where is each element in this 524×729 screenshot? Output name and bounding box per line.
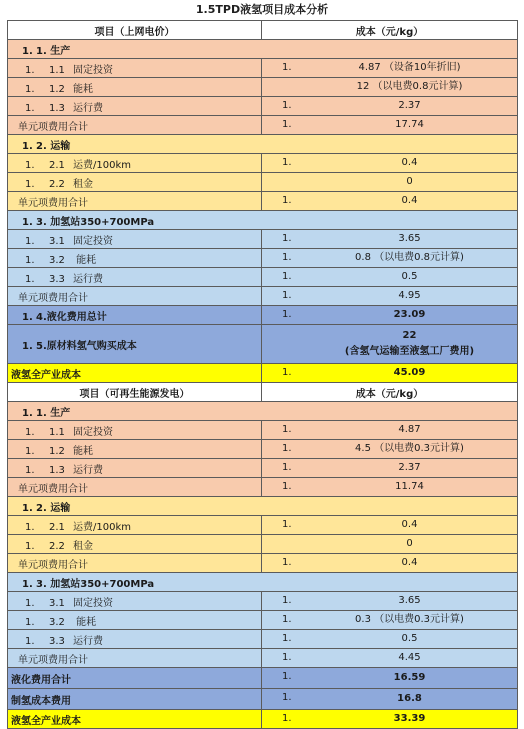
grand-total-label: 液氢全产业成本 xyxy=(8,710,262,729)
table-row xyxy=(8,287,518,306)
item-value: 1. 0.5 xyxy=(262,630,518,649)
table-row xyxy=(8,364,518,383)
header-cost: 成本（元/kg） xyxy=(262,383,518,402)
table-row xyxy=(8,268,518,287)
table-row xyxy=(8,211,518,230)
section-label: 1. 1. 生产 xyxy=(8,40,518,59)
table-row xyxy=(8,630,518,649)
item-value: 0 xyxy=(262,535,518,554)
table-row xyxy=(8,78,518,97)
item-value: 1. 0.5 xyxy=(262,268,518,287)
item-label: 1. 2.1 运费/100km xyxy=(8,516,262,535)
table-row xyxy=(8,249,518,268)
item-value: 1. 4.87 （设备10年折旧) xyxy=(262,59,518,78)
hydrogen-cost-value: 1. 16.8 xyxy=(262,689,518,710)
table-row xyxy=(8,135,518,154)
table-row xyxy=(8,668,518,689)
item-label: 1. 3.3 运行费 xyxy=(8,268,262,287)
subtotal-value: 1. 4.45 xyxy=(262,649,518,668)
table-header-row xyxy=(8,21,518,40)
item-label: 1. 1.1 固定投资 xyxy=(8,421,262,440)
table-header-row xyxy=(8,383,518,402)
header-cost: 成本（元/kg） xyxy=(262,21,518,40)
subtotal-label: 单元项费用合计 xyxy=(8,554,262,573)
total-label: 液化费用合计 xyxy=(8,668,262,689)
subtotal-label: 单元项费用合计 xyxy=(8,287,262,306)
item-label: 1. 1.2 能耗 xyxy=(8,440,262,459)
subtotal-label: 单元项费用合计 xyxy=(8,478,262,497)
table-row xyxy=(8,592,518,611)
table-row xyxy=(8,421,518,440)
subtotal-value: 1. 4.95 xyxy=(262,287,518,306)
section-label: 1. 1. 生产 xyxy=(8,402,518,421)
item-label: 1. 1.3 运行费 xyxy=(8,97,262,116)
item-value: 1. 3.65 xyxy=(262,230,518,249)
table-row xyxy=(8,59,518,78)
grand-total-value: 1. 33.39 xyxy=(262,710,518,729)
item-label: 1. 2.2 租金 xyxy=(8,173,262,192)
table-row xyxy=(8,573,518,592)
table-row xyxy=(8,649,518,668)
item-label: 1. 1.1 固定投资 xyxy=(8,59,262,78)
table-row xyxy=(8,154,518,173)
item-value: 1. 0.8 （以电费0.8元计算) xyxy=(262,249,518,268)
sheet-title: 1.5TPD液氢项目成本分析 xyxy=(195,3,329,16)
subtotal-label: 单元项费用合计 xyxy=(8,649,262,668)
subtotal-value: 1. 11.74 xyxy=(262,478,518,497)
raw-material-value: 22 (含氢气运输至液氢工厂费用) xyxy=(262,325,518,364)
item-value: 0 xyxy=(262,173,518,192)
subtotal-value: 1. 0.4 xyxy=(262,554,518,573)
section-label: 1. 2. 运输 xyxy=(8,135,518,154)
item-label: 1. 3.2 能耗 xyxy=(8,611,262,630)
subtotal-value: 1. 0.4 xyxy=(262,192,518,211)
subtotal-label: 单元项费用合计 xyxy=(8,116,262,135)
table-row xyxy=(8,40,518,59)
subtotal-value: 1. 17.74 xyxy=(262,116,518,135)
raw-material-label: 1. 5.原材料氢气购买成本 xyxy=(8,325,262,364)
table-row xyxy=(8,325,518,364)
item-value: 1. 0.3 （以电费0.3元计算) xyxy=(262,611,518,630)
total-value: 1. 16.59 xyxy=(262,668,518,689)
item-label: 1. 3.1 固定投资 xyxy=(8,230,262,249)
item-value: 1. 0.4 xyxy=(262,154,518,173)
hydrogen-cost-label: 制氢成本费用 xyxy=(8,689,262,710)
table-row xyxy=(8,554,518,573)
grand-total-label: 液氢全产业成本 xyxy=(8,364,262,383)
grand-total-value: 1. 45.09 xyxy=(262,364,518,383)
table-row xyxy=(8,611,518,630)
section-label: 1. 3. 加氢站350+700MPa xyxy=(8,573,518,592)
table-row xyxy=(8,192,518,211)
item-label: 1. 1.2 能耗 xyxy=(8,78,262,97)
total-label: 1. 4.液化费用总计 xyxy=(8,306,262,325)
item-label: 1. 2.2 租金 xyxy=(8,535,262,554)
item-value: 1. 0.4 xyxy=(262,516,518,535)
table-row xyxy=(8,306,518,325)
header-item: 项目（可再生能源发电） xyxy=(8,383,262,402)
cost-table xyxy=(7,20,518,729)
table-row xyxy=(8,173,518,192)
table-row xyxy=(8,230,518,249)
item-label: 1. 3.2 能耗 xyxy=(8,249,262,268)
table-row xyxy=(8,478,518,497)
item-label: 1. 3.3 运行费 xyxy=(8,630,262,649)
table-row xyxy=(8,535,518,554)
subtotal-label: 单元项费用合计 xyxy=(8,192,262,211)
table-row xyxy=(8,97,518,116)
table-row xyxy=(8,440,518,459)
table-row xyxy=(8,689,518,710)
table-row xyxy=(8,116,518,135)
item-label: 1. 2.1 运费/100km xyxy=(8,154,262,173)
total-value: 1. 23.09 xyxy=(262,306,518,325)
item-label: 1. 1.3 运行费 xyxy=(8,459,262,478)
item-value: 1. 2.37 xyxy=(262,459,518,478)
section-label: 1. 3. 加氢站350+700MPa xyxy=(8,211,518,230)
cost-analysis-sheet xyxy=(7,0,517,729)
header-item: 项目（上网电价） xyxy=(8,21,262,40)
item-value: 1. 4.5 （以电费0.3元计算) xyxy=(262,440,518,459)
item-value: 12 （以电费0.8元计算) xyxy=(262,78,518,97)
item-label: 1. 3.1 固定投资 xyxy=(8,592,262,611)
table-row xyxy=(8,497,518,516)
item-value: 1. 2.37 xyxy=(262,97,518,116)
item-value: 1. 4.87 xyxy=(262,421,518,440)
table-row xyxy=(8,459,518,478)
item-value: 1. 3.65 xyxy=(262,592,518,611)
table-row xyxy=(8,516,518,535)
table-row xyxy=(8,402,518,421)
table-row xyxy=(8,710,518,729)
section-label: 1. 2. 运输 xyxy=(8,497,518,516)
